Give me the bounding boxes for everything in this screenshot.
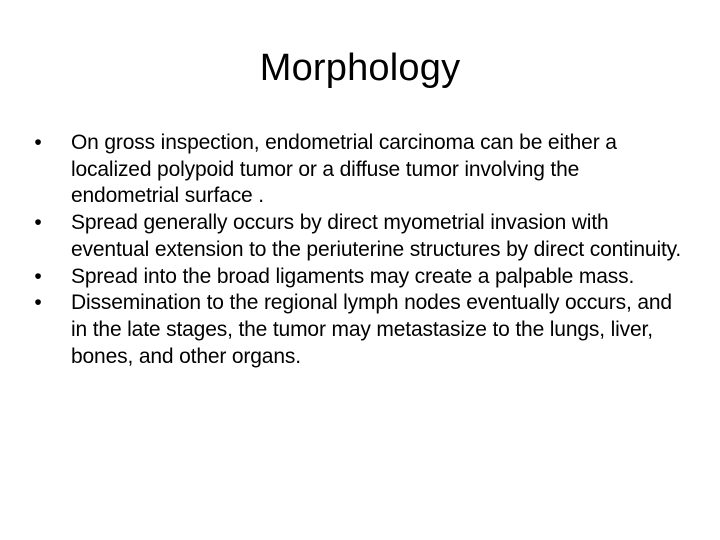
bullet-marker: • xyxy=(34,291,42,315)
bullet-item xyxy=(28,130,688,210)
bullet-item xyxy=(28,290,688,370)
bullet-text-myometrial-spread: Spread generally occurs by direct myometrial invasion with eventual extension to the periuterine structures by direct continuity. xyxy=(71,211,682,261)
bullet-item xyxy=(28,210,688,263)
bullet-text-broad-ligaments: Spread into the broad ligaments may create a palpable mass. xyxy=(71,264,635,288)
bullet-text-dissemination: Dissemination to the regional lymph nodes eventually occurs, and in the late stages, the tumor may metastasize to the lungs, liver, bones, and other organs. xyxy=(71,291,672,368)
bullet-marker: • xyxy=(34,211,42,235)
bullet-list xyxy=(28,130,688,370)
bullet-marker: • xyxy=(34,264,42,288)
bullet-text-gross-inspection: On gross inspection, endometrial carcinoma can be either a localized polypoid tumor or a diffuse tumor involving the endometrial surface . xyxy=(71,131,617,208)
bullet-marker: • xyxy=(34,131,42,154)
bullet-item xyxy=(28,264,688,291)
slide-title: Morphology xyxy=(259,47,461,89)
